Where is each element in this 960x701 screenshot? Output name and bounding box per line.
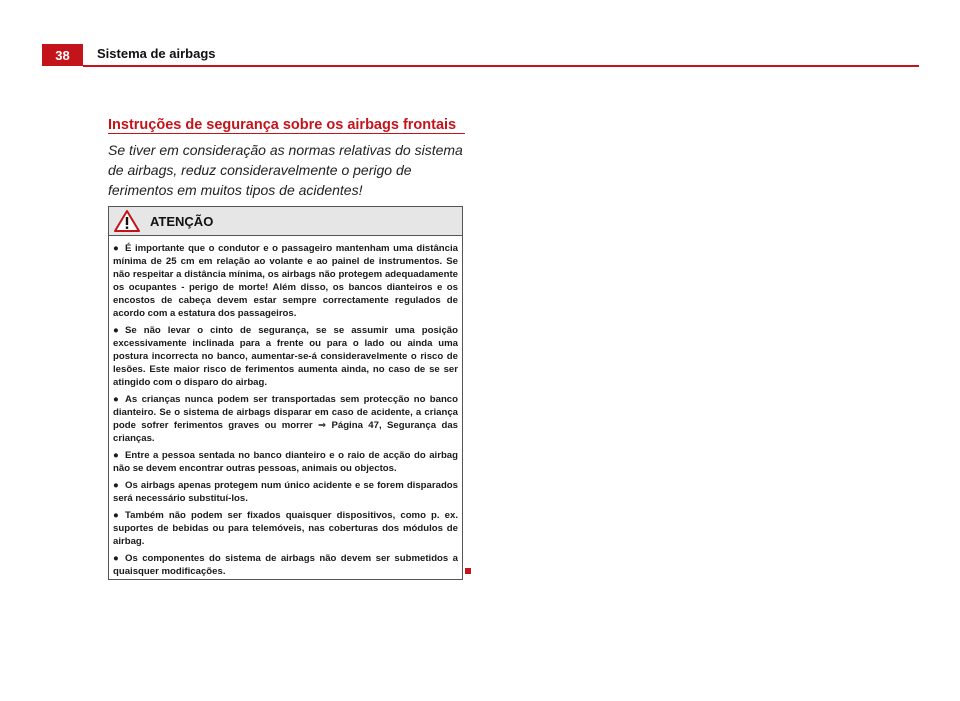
warning-item-text: É importante que o condutor e o passageiro mantenham uma distância mínima de 25 cm em relação ao volante e ao painel de instrumentos. Se não respeitar a distância mínima, os airbags não protegem adequadamente os ocupantes - perigo de morte! Além disso, os bancos dianteiros e os encostos de cabeça devem estar sempre correctamente regulados de acordo com a estatura dos passageiros. — [113, 243, 458, 319]
bullet-icon: ● — [113, 243, 119, 254]
warning-item-text: Os componentes do sistema de airbags não devem ser submetidos a quaisquer modificações. — [113, 553, 458, 577]
warning-triangle-icon — [113, 209, 141, 233]
bullet-icon: ● — [113, 480, 119, 491]
warning-item — [113, 393, 458, 445]
warning-box — [108, 206, 463, 580]
running-title: Sistema de airbags — [97, 46, 216, 61]
bullet-icon: ● — [113, 325, 119, 336]
bullet-icon: ● — [113, 394, 119, 405]
warning-header — [109, 207, 462, 236]
bullet-icon: ● — [113, 450, 119, 461]
warning-item — [113, 509, 458, 548]
section-title-rule — [108, 133, 465, 134]
warning-item — [113, 552, 458, 578]
bullet-icon: ● — [113, 510, 119, 521]
warning-item — [113, 242, 458, 320]
warning-item-text: Entre a pessoa sentada no banco dianteiro e o raio de acção do airbag não se devem encontrar outras pessoas, animais ou objectos. — [113, 450, 458, 474]
warning-item — [113, 449, 458, 475]
warning-item-text: Se não levar o cinto de segurança, se se assumir uma posição excessivamente inclinada para a frente ou para o lado ou ainda uma postura incorrecta no banco, aumentar-se-á consideravelmente o risco de lesões. Este maior risco de ferimentos aumenta ainda, no caso de se ser atingido com o disparo do airbag. — [113, 325, 458, 388]
bullet-icon: ● — [113, 553, 119, 564]
section-title: Instruções de segurança sobre os airbags frontais — [108, 117, 457, 133]
warning-item-text: Também não podem ser fixados quaisquer dispositivos, como p. ex. suportes de bebidas ou para telemóveis, nas coberturas dos módulos de airbag. — [113, 510, 458, 547]
warning-item-text: Os airbags apenas protegem num único acidente e se forem disparados será necessário substituí-los. — [113, 480, 458, 504]
warning-label: ATENÇÃO — [150, 213, 214, 229]
intro-paragraph: Se tiver em consideração as normas relativas do sistema de airbags, reduz consideravelmente o perigo de ferimentos em muitos tipos de acidentes! — [108, 142, 463, 198]
section-end-marker — [465, 568, 471, 574]
warning-item-text: As crianças nunca podem ser transportadas sem protecção no banco dianteiro. Se o sistema de airbags disparar em caso de acidente, a criança pode sofrer ferimentos graves ou morrer ⇒ Página 47, Segurança das crianças. — [113, 394, 458, 444]
header-rule — [83, 65, 919, 67]
warning-item — [113, 479, 458, 505]
warning-item — [113, 324, 458, 389]
warning-list — [109, 236, 462, 578]
page-number: 38 — [42, 44, 83, 66]
